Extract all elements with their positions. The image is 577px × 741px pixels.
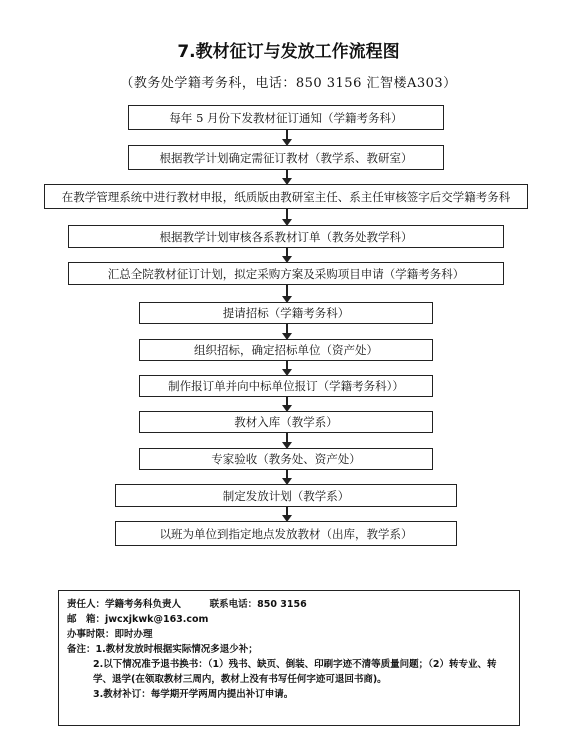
flow-arrow	[286, 507, 288, 516]
flow-step-7: 组织招标，确定招标单位（资产处）	[139, 339, 433, 361]
remark-3: 3.教材补订：每学期开学两周内提出补订申请。	[93, 689, 294, 700]
flow-arrow	[286, 470, 288, 479]
time-limit: 办事时限：即时办理	[67, 629, 153, 640]
flow-arrow	[286, 324, 288, 334]
remark-2: 2.以下情况准予退书换书：（1）残书、缺页、倒装、印刷字迹不清等质量问题；（2）转专业、转学、退学(在领取教材三周内，教材上没有书写任何字迹可退回书商)。	[93, 659, 497, 685]
flow-arrow	[286, 433, 288, 443]
flow-arrow	[286, 248, 288, 257]
page-title: 7.教材征订与发放工作流程图	[177, 42, 400, 62]
flow-arrow	[286, 285, 288, 297]
flow-arrow	[286, 361, 288, 370]
notes-contact-row	[67, 597, 511, 612]
flow-step-8: 制作报订单并向中标单位报订（学籍考务科））	[139, 375, 433, 397]
remarks-label: 备注：	[67, 644, 96, 655]
remark-1: 1.教材发放时根据实际情况多退少补；	[95, 644, 258, 655]
flow-step-2: 根据教学计划确定需征订教材（教学系、教研室）	[128, 145, 444, 170]
flow-step-1: 每年 5 月份下发教材征订通知（学籍考务科）	[128, 105, 444, 130]
flow-step-5: 汇总全院教材征订计划，拟定采购方案及采购项目申请（学籍考务科）	[68, 262, 504, 285]
notes-box	[58, 590, 520, 726]
flow-step-11: 制定发放计划（教学系）	[115, 484, 457, 507]
remarks-row	[67, 642, 511, 657]
flow-arrow	[286, 209, 288, 220]
responsible-person: 责任人：学籍考务科负责人	[67, 599, 182, 610]
flow-arrow	[286, 170, 288, 179]
flow-step-10: 专家验收（教务处、资产处）	[139, 448, 433, 470]
flow-step-4: 根据教学计划审核各系教材订单（教务处教学科）	[68, 225, 504, 248]
contact-email: 邮 箱：jwcxjkwk@163.com	[67, 614, 209, 625]
flow-step-12: 以班为单位到指定地点发放教材（出库，教学系）	[115, 521, 457, 546]
flow-arrow	[286, 397, 288, 406]
flow-step-6: 提请招标（学籍考务科）	[139, 302, 433, 324]
contact-phone: 联系电话：850 3156	[209, 599, 307, 610]
page-subtitle: （教务处学籍考务科，电话：850 3156 汇智楼A303）	[120, 76, 457, 91]
flow-arrow	[286, 130, 288, 140]
flow-step-9: 教材入库（教学系）	[139, 411, 433, 433]
flow-step-3: 在教学管理系统中进行教材申报，纸质版由教研室主任、系主任审核签字后交学籍考务科	[44, 184, 528, 209]
